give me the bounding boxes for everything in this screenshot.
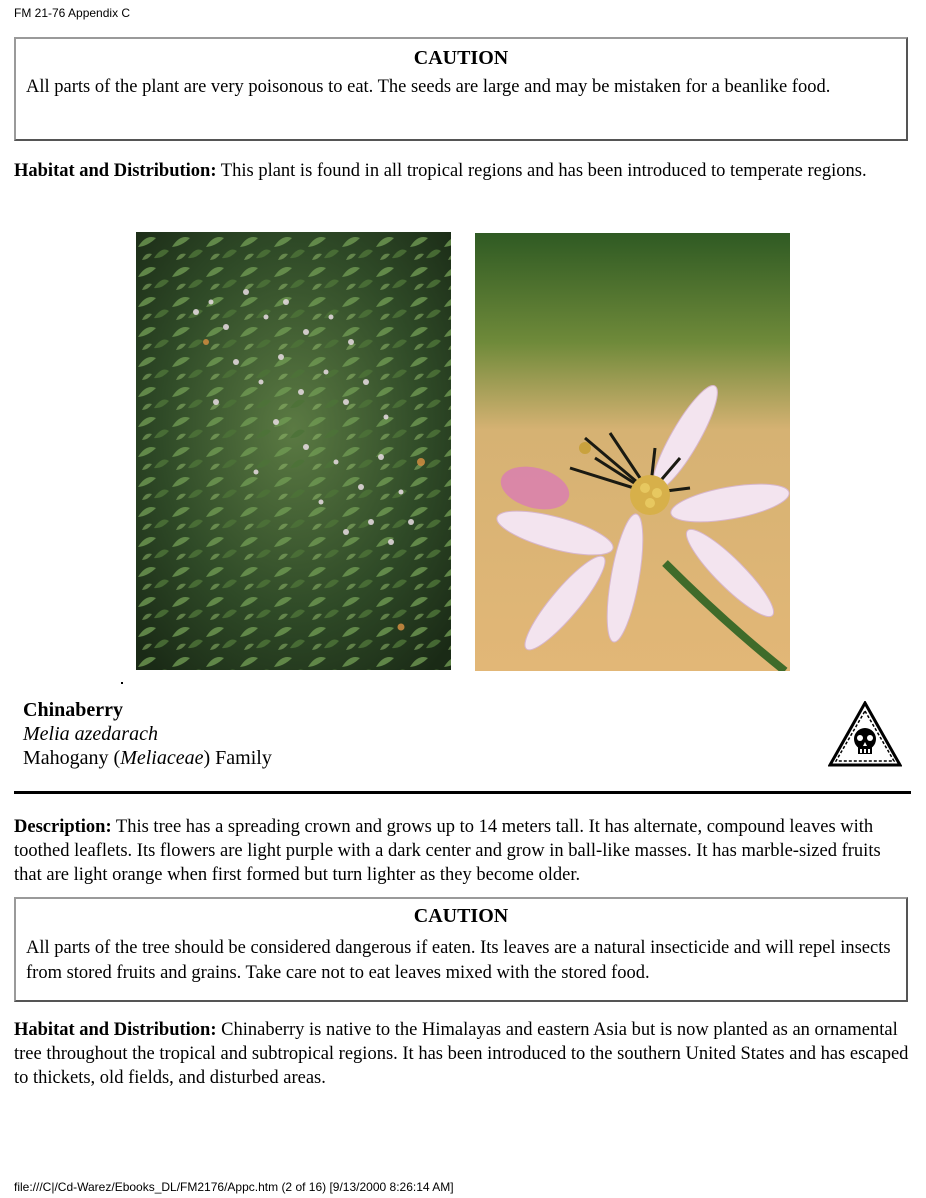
page-header: FM 21-76 Appendix C (14, 6, 131, 20)
family-prefix: Mahogany ( (23, 747, 121, 769)
caution-box-2 (14, 897, 908, 1002)
skull-warning-icon (828, 701, 902, 767)
scan-speck (121, 682, 123, 684)
description-paragraph (14, 815, 909, 887)
caution-title: CAUTION (413, 47, 509, 69)
section-divider (14, 791, 911, 794)
family-latin: Meliaceae (120, 747, 204, 769)
family-name (23, 746, 272, 770)
caution-text: All parts of the plant are very poisonous to eat. The seeds are large and may be mistaken for a beanlike food. (26, 77, 831, 97)
scientific-name: Melia azedarach (23, 723, 158, 745)
description-label: Description: (14, 817, 112, 837)
habitat-label: Habitat and Distribution: (14, 161, 217, 181)
chinaberry-tree-photo (136, 232, 451, 670)
caution-text: All parts of the tree should be considered dangerous if eaten. Its leaves are a natural insecticide and will repel insects from stored fruits and grains. Take care not to eat leaves mixed with the stored food. (26, 938, 891, 983)
habitat-paragraph-1 (14, 159, 909, 183)
chinaberry-flower-photo (475, 233, 790, 671)
common-name: Chinaberry (23, 699, 123, 721)
family-suffix: ) Family (203, 747, 272, 769)
caution-title: CAUTION (413, 905, 509, 927)
habitat-text: Chinaberry is native to the Himalayas and eastern Asia but is now planted as an ornamental tree throughout the tropical and subtropical regions. It has been introduced to the southern United States and has escaped to thickets, old fields, and disturbed areas. (14, 1020, 909, 1088)
habitat-text: This plant is found in all tropical regions and has been introduced to temperate regions. (216, 161, 867, 181)
habitat-paragraph-2 (14, 1018, 909, 1090)
page-footer: file:///C|/Cd-Warez/Ebooks_DL/FM2176/Appc.htm (2 of 16) [9/13/2000 8:26:14 AM] (14, 1180, 454, 1194)
plant-name-block (23, 698, 272, 770)
caution-box-1 (14, 37, 908, 141)
description-text: This tree has a spreading crown and grows up to 14 meters tall. It has alternate, compound leaves with toothed leaflets. Its flowers are light purple with a dark center and grow in ball-like masses. It has marble-sized fruits that are light orange when first formed but turn lighter as they become older. (14, 817, 881, 885)
habitat-label: Habitat and Distribution: (14, 1020, 217, 1040)
